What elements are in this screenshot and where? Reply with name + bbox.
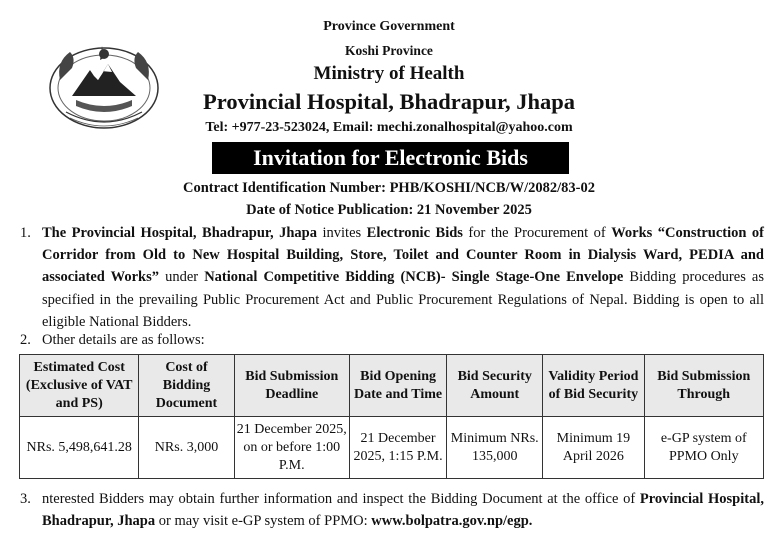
header-submission-through: Bid Submission Through [644,355,763,417]
cell-estimated-cost: NRs. 5,498,641.28 [20,417,139,479]
paragraph-3 [20,488,764,532]
table-row [20,417,764,479]
bid-details-table [19,354,764,479]
bidding-method: National Competitive Bidding (NCB)- Single Stage-One Envelope [204,269,624,286]
egp-link[interactable]: www.bolpatra.gov.np/egp. [371,513,533,530]
province-government-line: Province Government [323,19,455,34]
paragraph-2 [20,329,764,351]
contact-line: Tel: +977-23-523024, Email: mechi.zonalhospital@yahoo.com [205,120,573,135]
paragraph-number: 3. [20,491,31,507]
header-bid-security: Bid Security Amount [447,355,543,417]
header-document-cost: Cost of Bidding Document [139,355,234,417]
text-span: for the Procurement of [462,225,612,241]
contract-id: Contract Identification Number: PHB/KOSHI/NCB/W/2082/83-02 [182,180,596,196]
text-span: Bidding procedures as specified in the prevailing Public Procurement Act and Public Procurement Regulations of Nepal. Bidding is open to all eligible National Bidders. [42,269,765,330]
province-name-line: Koshi Province [345,43,433,58]
hospital-ref: The Provincial Hospital, Bhadrapur, Jhapa [42,225,317,241]
text-span: under [159,269,205,286]
paragraph-text: Other details are as follows: [42,332,205,348]
text-span: invites [317,225,367,241]
paragraph-number: 2. [20,332,31,348]
header-submission-deadline: Bid Submission Deadline [234,355,349,417]
text-span: or may visit e-GP system of PPMO: [155,513,372,530]
paragraph-number: 1. [20,225,31,241]
notice-title: Invitation for Electronic Bids [212,142,569,174]
cell-submission-deadline: 21 December 2025, on or before 1:00 P.M. [234,417,349,479]
header-opening-date: Bid Opening Date and Time [349,355,446,417]
text-span: nterested Bidders may obtain further information and inspect the Bidding Document at the office of [42,491,640,507]
header-estimated-cost: Estimated Cost (Exclusive of VAT and PS) [20,355,139,417]
bid-type: Electronic Bids [366,225,463,241]
cell-opening-date: 21 December 2025, 1:15 P.M. [349,417,446,479]
ministry-line: Ministry of Health [313,63,465,84]
cell-validity-period: Minimum 19 April 2026 [543,417,644,479]
paragraph-text [42,488,764,532]
publication-date: Date of Notice Publication: 21 November 2025 [246,202,532,218]
cell-document-cost: NRs. 3,000 [139,417,234,479]
table-header-row [20,355,764,417]
cell-submission-through: e-GP system of PPMO Only [644,417,763,479]
hospital-ref: Provincial Hospital, Bhadrapur, Jhapa [42,491,764,530]
paragraph-1 [20,222,764,334]
paragraph-text [42,222,764,333]
cell-bid-security: Minimum NRs. 135,000 [447,417,543,479]
works-description: Works “Construction of Corridor from Old to New Hospital Building, Store, Toilet and Counter Room in Dialysis Ward, PEDIA and associated Works” [42,225,764,286]
hospital-name: Provincial Hospital, Bhadrapur, Jhapa [203,89,575,114]
header-validity-period: Validity Period of Bid Security [543,355,644,417]
